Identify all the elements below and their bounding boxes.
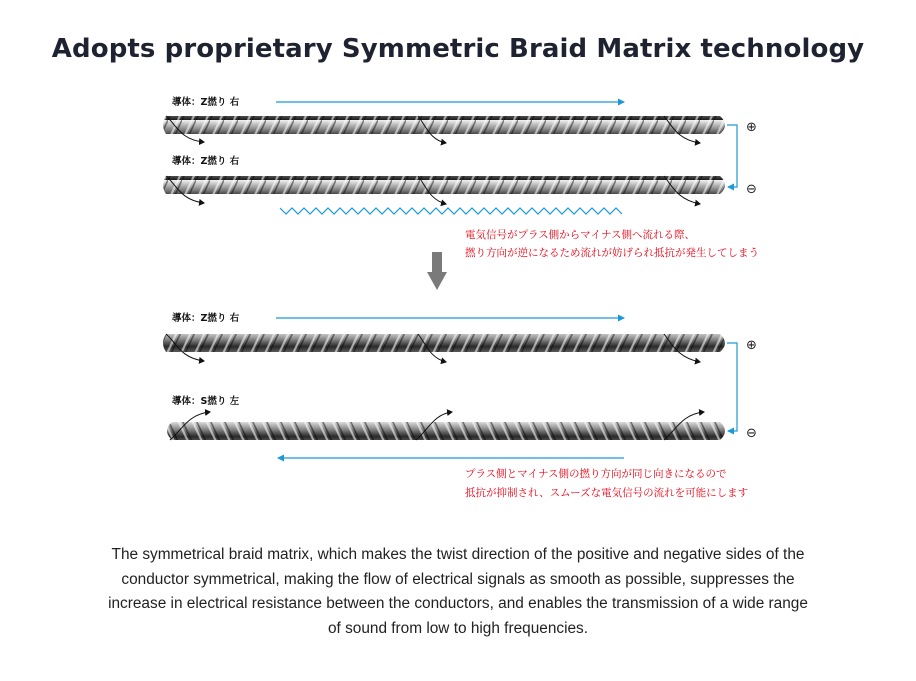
bottom-note-line1: プラス側とマイナス側の撚り方向が同じ向きになるので	[465, 468, 727, 480]
braided-wire-z	[163, 334, 725, 352]
wire1-label: 導体：Z撚り 右	[172, 313, 240, 324]
minus-sign: ⊖	[746, 182, 757, 197]
braided-wire-s	[167, 422, 725, 440]
plus-sign: ⊕	[746, 338, 757, 353]
circuit-connector	[727, 125, 737, 187]
wire2-label: 導体：Z撚り 右	[172, 156, 240, 167]
resistance-wave	[280, 208, 622, 214]
down-arrow-icon	[427, 252, 447, 290]
braided-wire-z	[163, 176, 725, 194]
wire1-label: 導体：Z撚り 右	[172, 97, 240, 108]
top-note-line1: 電気信号がプラス側からマイナス側へ流れる際、	[465, 229, 696, 241]
minus-sign: ⊖	[746, 426, 757, 441]
wire2-label: 導体：S撚り 左	[172, 396, 240, 407]
page-title: Adopts proprietary Symmetric Braid Matrix technology	[51, 34, 865, 64]
description-paragraph: The symmetrical braid matrix, which makes the twist direction of the positive and negative sides of the conductor symmetrical, making the flow of electrical signals as smooth as possible, suppresses the increase in electrical resistance between the conductors, and enables the transmission of a wide range of sound from low to high frequencies.	[108, 546, 808, 637]
circuit-connector	[727, 343, 737, 431]
plus-sign: ⊕	[746, 120, 757, 135]
braided-wire-z	[163, 116, 725, 134]
bottom-note-line2: 抵抗が抑制され、スムーズな電気信号の流れを可能にします	[465, 487, 749, 499]
top-note-line2: 撚り方向が逆になるため流れが妨げられ抵抗が発生してしまう	[465, 247, 759, 259]
